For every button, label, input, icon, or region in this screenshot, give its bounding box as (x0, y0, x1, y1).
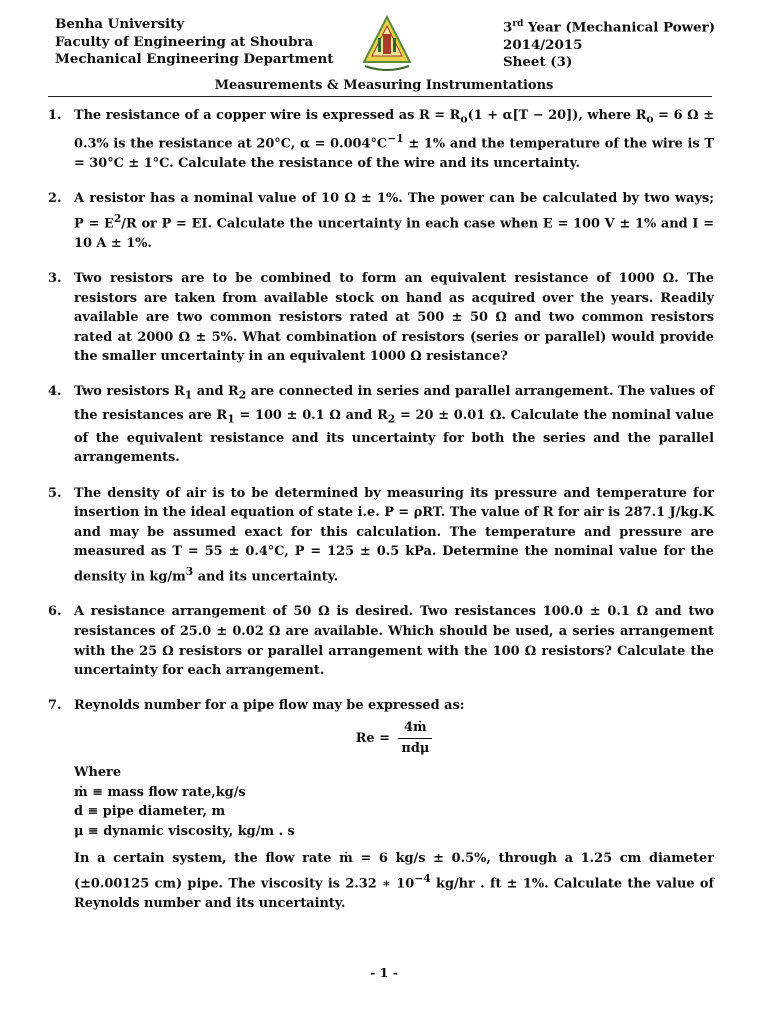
sheet-number: Sheet (3) (503, 54, 573, 71)
year-ordinal: rd (512, 19, 524, 29)
question-number: 3. (48, 270, 62, 286)
question-6 (48, 602, 714, 680)
question-number: 5. (48, 485, 62, 501)
year-label (503, 16, 715, 37)
year-number: 3 (503, 19, 513, 36)
question-5 (48, 484, 714, 587)
question-number: 1. (48, 108, 62, 123)
header-right (503, 16, 715, 72)
university-logo (361, 14, 413, 74)
question-3 (48, 269, 714, 367)
question-number: 4. (48, 384, 62, 400)
university-name: Benha University (55, 16, 185, 32)
page-number: - 1 - (370, 965, 398, 980)
question-7 (48, 696, 714, 913)
question-text: The resistance of a copper wire is expressed as $R = R_o(1 + \alpha[T - 20])$, where $R_o = 6$ Ω ± 0.3% is the resistance at 20°C, $\alpha = 0.004^\circ C^{-1} \pm 1\%$ and the temperature of the wire is T = 30°C ± 1°C. Calculate the resistance of the wire and its uncertainty. (74, 108, 714, 172)
question-text: A resistance arrangement of 50 Ω is desired. Two resistances 100.0 ± 0.1 Ω and two resistances of 25.0 ± 0.02 Ω are available. Which should be used, a series arrangement with the 25 Ω resistors or parallel arrangement with the 100 Ω resistors? Calculate the uncertainty for each arrangement. (74, 604, 714, 679)
question-number: 7. (48, 698, 62, 714)
question-text: Two resistors are to be combined to form an equivalent resistance of 1000 Ω. The resistors are taken from available stock on hand as acquired over the years. Readily available are two common resistors rated at 500 ± 50 Ω and two common resistors rated at 2000 Ω ± 5%. What combination of resistors (series or parallel) would provide the smaller uncertainty in an equivalent 1000 Ω resistance? (74, 270, 714, 365)
where-label: Where (74, 765, 122, 781)
definition-mass-flow: ṁ ≡ mass flow rate,kg/s (74, 784, 246, 800)
question-number: 6. (48, 604, 62, 620)
reynolds-equation (74, 718, 714, 759)
equation-denominator: πdμ (401, 741, 430, 757)
equation-lhs: Re = (355, 731, 390, 747)
academic-session: 2014/2015 (503, 36, 583, 53)
question-text: A resistor has a nominal value of 10 Ω ± 1%. The power can be calculated by two ways; $P = E^2/R$ or P = EI. Calculate the uncertainty in each case when E = 100 V ± 1% and I = 10 A ± 1%. (74, 191, 714, 251)
question-intro: Reynolds number for a pipe flow may be expressed as: (74, 698, 465, 714)
header-divider (48, 96, 712, 97)
question-text: The density of air is to be determined by measuring its pressure and temperature for insertion in the ideal equation of state i.e. P = ρRT. The value of R for air is 287.1 J/kg.K and may be assumed exact for this calculation. The temperature and pressure are measured as T = 55 ± 0.4°C, P = 125 ± 0.5 kPa. Determine the nominal value for the density in $kg/m^3$ and its uncertainty. (74, 485, 714, 585)
questions-list (48, 106, 714, 929)
question-2 (48, 189, 714, 253)
variable-definitions (74, 763, 714, 841)
year-program: Year (Mechanical Power) (523, 19, 716, 36)
question-text: Two resistors $R_1$ and $R_2$ are connected in series and parallel arrangement. The values of the resistances are $R_1 = 100 \pm 0.1$ Ω and $R_2 = 20 \pm 0.01$ Ω. Calculate the nominal value of the equivalent resistance and its uncertainty for both the series and the parallel arrangements. (74, 384, 714, 466)
header-left (55, 16, 333, 69)
equation-numerator: 4ṁ (398, 718, 432, 739)
question-1 (48, 106, 714, 174)
equation-fraction (398, 718, 432, 759)
question-body (74, 696, 714, 913)
course-title: Measurements & Measuring Instrumentations (214, 78, 554, 93)
department-name: Mechanical Engineering Department (55, 51, 334, 67)
question-text: In a certain system, the flow rate ṁ = 6 kg/s ± 0.5%, through a 1.25 cm diameter (±0.00125 cm) pipe. The viscosity is 2.32 ∗ $10^{-4}$ kg/hr . ft ± 1%. Calculate the value of Reynolds number and its uncertainty. (74, 851, 714, 911)
definition-viscosity: μ ≡ dynamic viscosity, kg/m . s (74, 823, 295, 839)
faculty-name: Faculty of Engineering at Shoubra (55, 33, 314, 50)
definition-diameter: d ≡ pipe diameter, m (74, 804, 226, 820)
question-4 (48, 382, 714, 468)
question-number: 2. (48, 191, 62, 207)
